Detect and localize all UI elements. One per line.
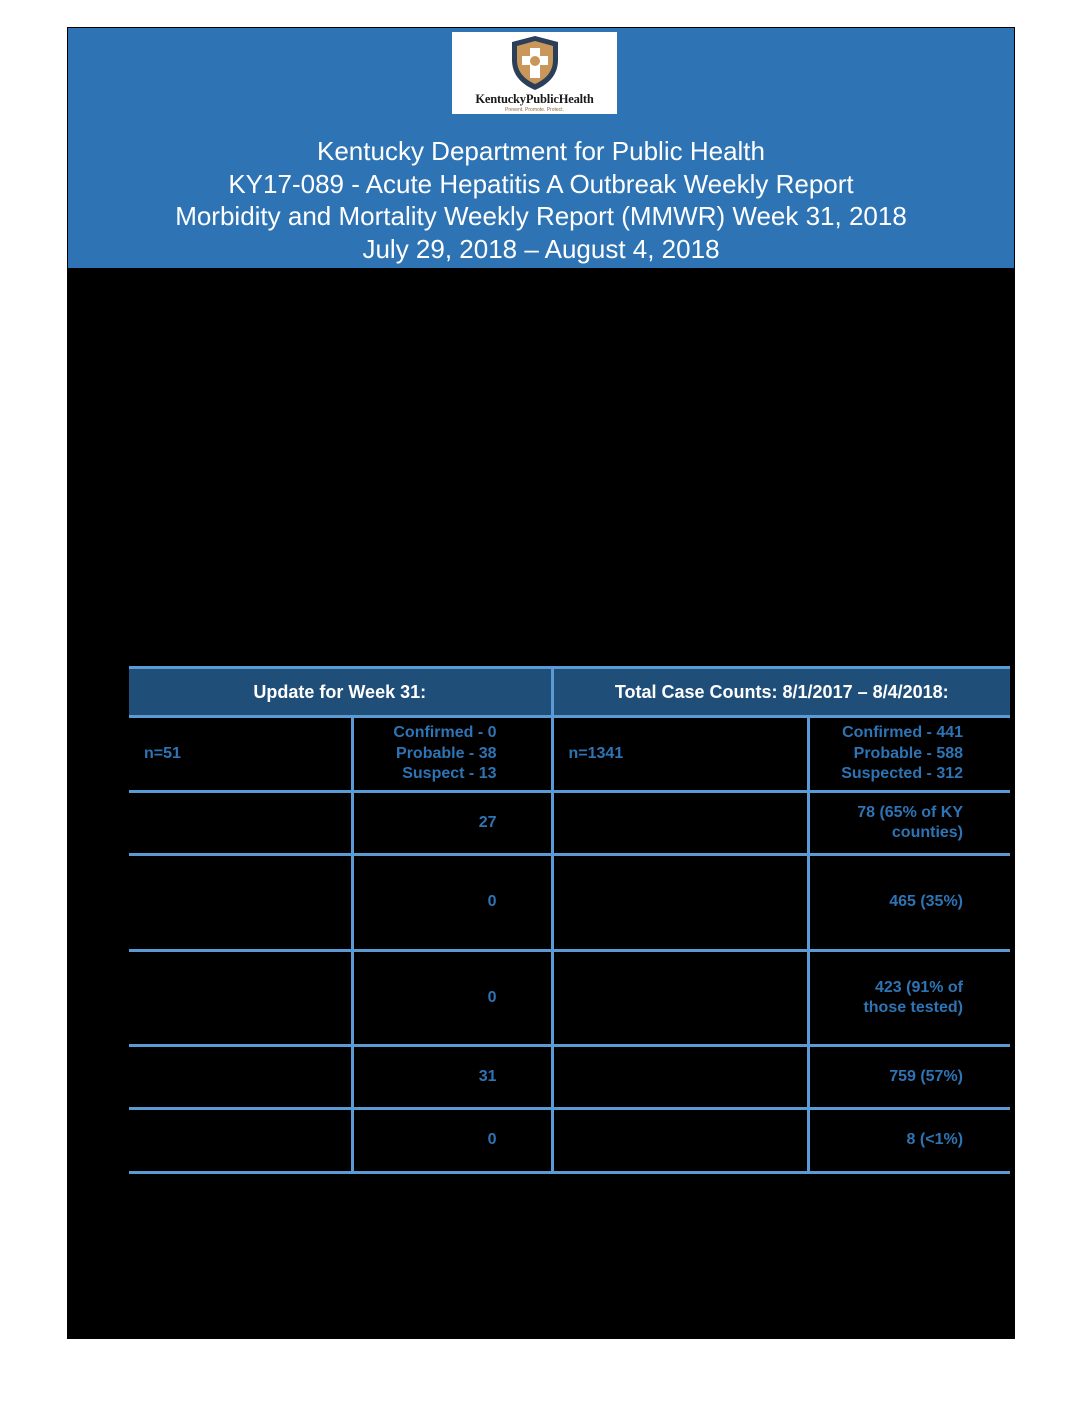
week-label-cell	[129, 792, 352, 855]
department-title: Kentucky Department for Public Health	[317, 136, 765, 166]
week-confirmed-value: Confirmed - 0	[393, 724, 497, 742]
logo-tagline: Prevent. Promote. Protect.	[505, 107, 564, 113]
report-panel	[67, 27, 1015, 1339]
total-value-cell	[808, 1109, 1010, 1173]
mmwr-week-title: Morbidity and Mortality Weekly Report (MMWR) Week 31, 2018	[175, 201, 907, 231]
total-suspected-value: Suspected - 312	[841, 765, 964, 783]
total-label-cell	[552, 951, 808, 1046]
week-value: 31	[478, 1067, 497, 1085]
total-probable-value: Probable - 588	[853, 744, 964, 762]
week-label-cell	[129, 951, 352, 1046]
week-label-cell: n=51	[129, 717, 352, 792]
week-label-cell	[129, 855, 352, 951]
total-value: 759 (57%)	[889, 1067, 964, 1085]
total-label-cell: n=1341	[552, 717, 808, 792]
week-value-cell	[352, 1046, 552, 1109]
total-value-cell	[808, 951, 1010, 1046]
table-row	[129, 951, 1010, 1046]
total-value-cell	[808, 792, 1010, 855]
total-value-cell	[808, 855, 1010, 951]
table-row	[129, 1109, 1010, 1173]
week-value: 0	[487, 988, 497, 1006]
table-row	[129, 1046, 1010, 1109]
total-label-cell	[552, 855, 808, 951]
total-value: counties)	[891, 824, 964, 841]
week-label-cell	[129, 1046, 352, 1109]
report-header	[68, 28, 1014, 268]
table-header-row	[129, 668, 1010, 717]
week-suspect-value: Suspect - 13	[402, 765, 497, 783]
total-label-cell	[552, 1046, 808, 1109]
table-row	[129, 717, 1010, 792]
total-label-cell	[552, 1109, 808, 1173]
week-value-cell	[352, 855, 552, 951]
total-label-cell	[552, 792, 808, 855]
kentucky-public-health-logo	[452, 32, 617, 114]
total-value: 8 (<1%)	[906, 1131, 964, 1149]
shield-icon	[506, 34, 564, 92]
week-value: 0	[487, 893, 497, 911]
week-value-cell	[352, 951, 552, 1046]
week-value-cell	[352, 1109, 552, 1173]
total-value: 78 (65% of KY	[857, 803, 964, 821]
report-title: KY17-089 - Acute Hepatitis A Outbreak Weekly Report	[228, 168, 854, 199]
week-value-cell	[352, 717, 552, 792]
week-label-cell	[129, 1109, 352, 1173]
total-value: those tested)	[863, 999, 964, 1016]
total-value: 423 (91% of	[874, 978, 964, 996]
date-range: July 29, 2018 – August 4, 2018	[362, 233, 720, 264]
total-value-cell	[808, 1046, 1010, 1109]
total-value-cell	[808, 717, 1010, 792]
week-update-header: Update for Week 31:	[129, 668, 552, 717]
report-titles	[68, 135, 1014, 265]
week-value-cell	[352, 792, 552, 855]
total-confirmed-value: Confirmed - 441	[842, 724, 964, 742]
total-value: 465 (35%)	[889, 893, 964, 911]
logo-wordmark: KentuckyPublicHealth	[475, 92, 594, 106]
week-value: 27	[478, 813, 497, 831]
table-row	[129, 855, 1010, 951]
case-count-table	[129, 666, 1010, 1174]
week-value: 0	[487, 1131, 497, 1149]
table-row	[129, 792, 1010, 855]
week-probable-value: Probable - 38	[396, 744, 497, 762]
total-counts-header: Total Case Counts: 8/1/2017 – 8/4/2018:	[552, 668, 1010, 717]
